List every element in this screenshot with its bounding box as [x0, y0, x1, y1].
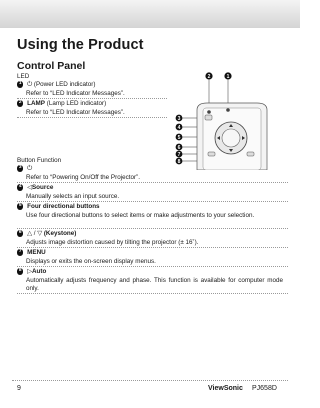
button-5-desc: Use four directional buttons to select items or make adjustments to your selection. [26, 212, 255, 219]
svg-text:3: 3 [177, 116, 181, 122]
svg-text:7: 7 [177, 152, 181, 158]
callout-7-badge [176, 151, 183, 158]
divider [17, 98, 167, 99]
button-4-item [17, 184, 53, 192]
lamp-led-title: LAMP [27, 100, 45, 107]
divider [17, 247, 288, 248]
power-led-ref: Refer to “LED Indicator Messages”. [26, 90, 125, 97]
keystone-title: (Keystone) [43, 230, 77, 237]
svg-text:1: 1 [226, 74, 230, 80]
model-number: PJ658D [252, 385, 277, 392]
svg-text:6: 6 [177, 145, 181, 151]
svg-text:5: 5 [177, 135, 181, 141]
button-4-desc: Manually selects an input source. [26, 193, 120, 200]
callout-8-badge [176, 158, 183, 165]
menu-title: MENU [27, 249, 46, 256]
header-bar [0, 0, 300, 28]
lamp-led-label: (Lamp LED indicator) [46, 100, 107, 107]
power-icon: ⏻ [27, 165, 33, 172]
power-led-item [17, 81, 95, 89]
footer-divider [12, 380, 288, 381]
callout-1-badge [224, 72, 231, 80]
section-title: Control Panel [17, 60, 86, 72]
directional-title: Four directional buttons [27, 203, 100, 210]
callout-3-badge [176, 115, 183, 122]
button-function-label: Button Function [17, 157, 62, 164]
button-8-item [17, 268, 46, 276]
button-7-item [17, 249, 46, 257]
svg-text:2: 2 [207, 74, 211, 80]
callout-8-badge: 8 [18, 268, 22, 274]
button-6-item [17, 230, 76, 238]
divider [17, 117, 167, 118]
lamp-led-item [17, 100, 106, 108]
keystone-icon: △ / ▽ [27, 230, 43, 237]
power-icon: ⏻ [27, 81, 33, 88]
auto-arrow-icon: ▷ [27, 268, 32, 275]
power-led-label: (Power LED indicator) [33, 81, 96, 88]
callout-2-badge: 2 [18, 100, 22, 106]
svg-text:4: 4 [177, 125, 181, 131]
callout-1-badge: 1 [18, 81, 22, 87]
page-title: Using the Product [17, 37, 144, 53]
callout-5-badge: 5 [18, 203, 22, 209]
directional-pad-inner [222, 129, 240, 147]
lamp-led-icon [207, 110, 211, 114]
callout-2-badge [205, 72, 212, 80]
callout-4-badge [176, 124, 183, 131]
button-8-desc: Automatically adjusts frequency and phase. This function is available for computer mode only. [26, 277, 283, 292]
divider [17, 201, 288, 202]
button-3-item [17, 165, 32, 173]
button-3-desc: Refer to “Powering On/Off the Projector”. [26, 174, 140, 181]
svg-text:8: 8 [177, 159, 181, 165]
divider [17, 293, 288, 294]
callout-3-badge: 3 [18, 165, 22, 171]
power-button-icon [205, 115, 212, 120]
callout-6-badge [176, 144, 183, 151]
divider [17, 182, 288, 183]
button-5-item [17, 203, 100, 211]
divider [17, 266, 288, 267]
auto-button-icon [247, 152, 254, 156]
callout-4-badge: 4 [18, 184, 22, 190]
control-panel-diagram [175, 70, 290, 170]
divider [17, 228, 288, 229]
page-number: 9 [17, 385, 21, 392]
brand-name: ViewSonic [208, 385, 243, 392]
callout-5-badge [176, 134, 183, 141]
power-led-icon [226, 108, 230, 112]
auto-title: Auto [31, 268, 47, 275]
button-7-desc: Displays or exits the on-screen display menus. [26, 258, 156, 265]
callout-6-badge: 6 [18, 230, 22, 236]
source-title: Source [31, 184, 54, 191]
lamp-led-ref: Refer to “LED Indicator Messages”. [26, 109, 125, 116]
led-label: LED [17, 73, 30, 80]
menu-button-icon [208, 152, 215, 156]
source-arrow-icon: ◁ [27, 184, 32, 191]
callout-7-badge: 7 [18, 249, 22, 255]
button-6-desc: Adjusts image distortion caused by tilting the projector (± 16˚). [26, 239, 199, 246]
